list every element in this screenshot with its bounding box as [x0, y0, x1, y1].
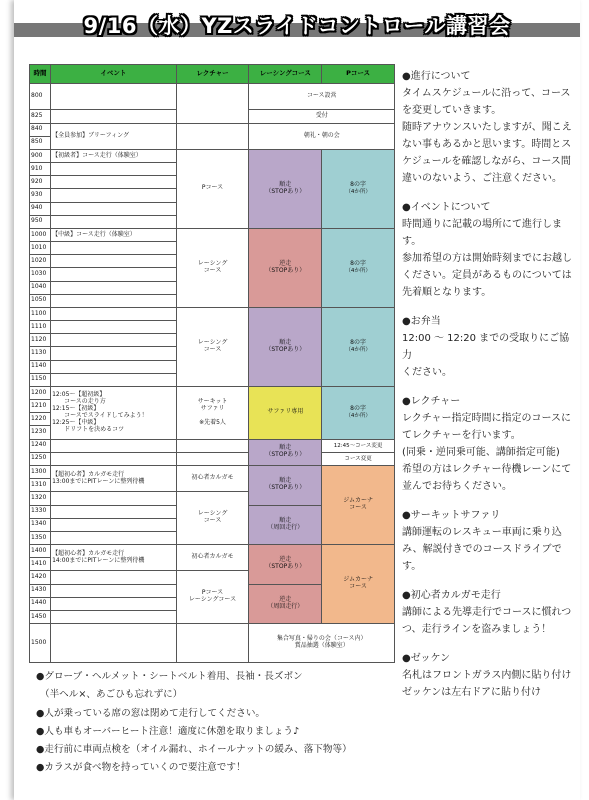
lunch-1225-topic: ドリフトを決めるコツ	[64, 425, 125, 433]
time-cell: 800	[30, 84, 51, 110]
time-cell: 1000	[30, 228, 51, 241]
time-cell: 1400	[30, 545, 51, 558]
stop-label: （STOPあり）	[265, 345, 306, 353]
event-cell	[51, 307, 177, 320]
racing-label: レーシング	[197, 510, 228, 518]
time-cell: 1230	[30, 426, 51, 439]
time-cell: 1500	[30, 624, 51, 663]
time-cell: 1210	[30, 400, 51, 413]
lecture-cell	[176, 439, 249, 452]
note-line: てレクチャーを行います。	[402, 430, 521, 441]
event-beginner-run: 【初級者】コース走行（体験室）	[51, 149, 177, 162]
figure8-label: 8の字	[350, 181, 366, 188]
p-figure8-block	[322, 307, 395, 386]
event-cell	[51, 624, 177, 663]
note-heading: ●初心者カルガモ走行	[402, 590, 501, 601]
forward-label: 順走	[279, 339, 292, 347]
time-cell: 1330	[30, 505, 51, 518]
event-briefing: 【全員参加】ブリーフィング	[51, 123, 177, 149]
event-karugamo-1300	[51, 466, 177, 492]
table-header-row	[30, 65, 395, 84]
event-cell	[51, 255, 177, 268]
lecture-karugamo: 初心者カルガモ	[176, 466, 249, 492]
event-cell	[51, 163, 177, 176]
note-line: み、解説付きでのコースドライブです。	[402, 544, 562, 572]
event-cell	[51, 360, 177, 373]
course-label: コース	[203, 517, 222, 525]
figure8-count: （4か所）	[345, 188, 371, 195]
note-line: 名札はフロントガラス内側に貼り付け	[402, 670, 572, 681]
time-cell: 920	[30, 176, 51, 189]
header-time: 時間	[30, 65, 51, 84]
time-cell: 930	[30, 189, 51, 202]
karugamo-title: 【超初心者】カルガモ走行	[52, 549, 125, 557]
time-cell: 840	[30, 123, 51, 136]
lecture-racing	[176, 307, 249, 386]
time-cell: 1100	[30, 307, 51, 320]
header-event: イベント	[51, 65, 177, 84]
safety-line: ●カラスが食べ物を持っていくので要注意です！	[36, 762, 246, 774]
racing-label: レーシング	[197, 260, 228, 268]
event-mid-run: 【中級】コース走行（体験室）	[51, 228, 177, 241]
header-racing: レーシングコース	[249, 65, 322, 84]
stop-label: （STOPあり）	[265, 451, 306, 459]
note-lunch	[402, 313, 577, 381]
lecture-cell	[176, 452, 249, 465]
note-progress	[402, 68, 577, 187]
karugamo-note: 14:00までにPITレーンに整列待機	[52, 556, 145, 564]
note-line: ゼッケンは左右ドアに貼り付け	[402, 687, 541, 698]
time-cell: 1120	[30, 334, 51, 347]
note-line: 講師運転のレスキュー車両に乗り込	[402, 527, 562, 538]
note-line: 時間通りに記載の場所にて進行しま	[402, 219, 562, 230]
karugamo-note: 13:00までにPITレーンに整列待機	[52, 477, 145, 485]
time-cell: 900	[30, 149, 51, 162]
time-cell: 1450	[30, 610, 51, 623]
note-zekken	[402, 650, 577, 701]
p-course-change: コース変更	[322, 452, 395, 465]
racing-course-label: レーシングコース	[188, 596, 237, 604]
p-figure8-block	[322, 149, 395, 228]
event-cell	[51, 215, 177, 228]
figure8-count: （4か所）	[345, 412, 371, 419]
safety-line: ●グローブ・ヘルメット・シートベルト着用、長袖・長ズボン	[36, 671, 303, 682]
event-cell	[51, 571, 177, 584]
karugamo-title: 【超初心者】カルガモ走行	[52, 470, 125, 478]
course-label: コース	[203, 345, 222, 353]
safety-line: （半ヘル×、あごひも忘れずに）	[40, 689, 183, 701]
event-cell	[51, 518, 177, 531]
closing-photo: 集合写真・帰りの会（コース内）	[276, 635, 367, 643]
safety-line: ●人が乗っている席の窓は閉めて走行してください。	[36, 707, 266, 719]
event-karugamo-1400	[51, 545, 177, 571]
event-cell	[51, 373, 177, 386]
time-cell: 1220	[30, 413, 51, 426]
figure8-count: （4か所）	[345, 346, 371, 353]
note-line: 12:00 ～ 12:20 までの受取りにご協力	[402, 333, 570, 361]
figure8-label: 8の字	[350, 339, 366, 347]
racing-forward-block	[249, 439, 322, 465]
event-cell	[51, 531, 177, 544]
note-line: 参加希望の方は開始時刻までにお越し	[402, 253, 572, 264]
time-cell: 1420	[30, 571, 51, 584]
time-cell: 1300	[30, 466, 51, 479]
note-line: 違いのないよう、ご注意ください。	[402, 173, 562, 184]
note-line: す。	[402, 236, 422, 247]
gymkhana-course: コース	[349, 504, 367, 512]
time-cell: 1110	[30, 321, 51, 334]
event-cell	[51, 294, 177, 307]
figure8-label: 8の字	[350, 404, 366, 412]
stop-label: （STOPあり）	[265, 187, 306, 195]
forward-label: 順走	[279, 444, 292, 452]
p-course-label: Pコース	[201, 589, 224, 597]
figure8-count: （4か所）	[345, 267, 371, 274]
event-cell	[51, 176, 177, 189]
note-line: ない事もあるかと思います。時間とス	[402, 139, 572, 150]
event-cell	[51, 439, 177, 452]
time-cell: 1240	[30, 439, 51, 452]
event-cell	[51, 281, 177, 294]
note-line: レクチャー指定時間に指定のコースに	[402, 413, 571, 424]
header-p-course: Pコース	[322, 65, 395, 84]
time-cell: 1020	[30, 255, 51, 268]
note-line: ください。定員があるものについては	[402, 270, 572, 281]
first-come-note: ※先着5人	[199, 418, 226, 426]
course-setup: コース設営	[249, 84, 395, 110]
lunch-1215-topic: コースでスライドしてみよう！	[64, 411, 148, 419]
p-course-change-1245: 12:45～コース変更	[322, 439, 395, 452]
note-line: ください。	[402, 367, 452, 378]
gymkhana-label: ジムカーナ	[343, 497, 373, 505]
safety-line: ●走行前に車両点検を（オイル漏れ、ホイールナットの緩み、落下物等）	[36, 744, 352, 756]
racing-label: レーシング	[197, 339, 228, 347]
event-cell	[51, 452, 177, 465]
note-lecture	[402, 393, 577, 495]
reception: 受付	[249, 110, 395, 123]
gymkhana-course: コース	[349, 583, 367, 591]
reverse-label: 逆走	[279, 260, 292, 268]
time-cell: 1320	[30, 492, 51, 505]
note-heading: ●ゼッケン	[402, 653, 451, 664]
laps-label: （周回走行）	[267, 523, 304, 531]
page-title: 9/16（水）YZスライドコントロール講習会	[83, 14, 511, 38]
lecture-circuit-safari	[176, 386, 249, 439]
event-cell	[51, 584, 177, 597]
prize-drawing: 賞品抽選（体験室）	[294, 642, 349, 650]
safety-notes	[36, 668, 396, 778]
note-line: 希望の方はレクチャー待機レーンにて	[402, 464, 572, 475]
p-figure8-block	[322, 386, 395, 439]
note-line: ケジュールを確認しながら、コース間	[402, 156, 571, 167]
note-line: 講師による先導走行でコースに慣れつ	[402, 607, 572, 618]
time-cell: 1040	[30, 281, 51, 294]
racing-laps-block	[249, 505, 322, 545]
note-events	[402, 199, 577, 301]
note-heading: ●イベントについて	[402, 202, 491, 213]
time-cell: 1430	[30, 584, 51, 597]
lunch-1205-topic: コースの走り方	[64, 398, 106, 406]
note-line: を変更していきます。	[402, 105, 502, 116]
time-cell: 1310	[30, 479, 51, 492]
forward-label: 順走	[279, 477, 292, 485]
time-cell: 1250	[30, 452, 51, 465]
event-cell	[51, 347, 177, 360]
lecture-p-course: Pコース	[176, 149, 249, 228]
note-line: (同乗・逆同乗可能、講師指定可能)	[402, 447, 560, 458]
time-cell: 1410	[30, 558, 51, 571]
racing-reverse-block	[249, 545, 322, 585]
note-heading: ●進行について	[402, 71, 471, 82]
event-cell	[51, 597, 177, 610]
lecture-racing	[176, 492, 249, 545]
reverse-label: 逆走	[279, 556, 292, 564]
safari-label: サファリ	[200, 404, 225, 412]
time-cell: 1130	[30, 347, 51, 360]
note-heading: ●レクチャー	[402, 396, 461, 407]
reverse-label: 逆走	[279, 595, 292, 603]
morning-assembly: 朝礼・朝の会	[249, 123, 395, 149]
event-lunch-lectures	[51, 386, 177, 439]
lecture-karugamo: 初心者カルガモ	[176, 545, 249, 571]
time-cell: 850	[30, 136, 51, 149]
event-cell	[51, 268, 177, 281]
time-cell: 1050	[30, 294, 51, 307]
figure8-label: 8の字	[350, 260, 366, 268]
stop-label: （STOPあり）	[265, 563, 306, 571]
event-cell	[51, 492, 177, 505]
event-cell	[51, 334, 177, 347]
stop-label: （STOPあり）	[265, 484, 306, 492]
time-cell: 1340	[30, 518, 51, 531]
closing-block	[249, 624, 395, 663]
event-cell	[51, 610, 177, 623]
racing-forward-block	[249, 466, 322, 506]
event-cell	[51, 505, 177, 518]
p-gymkhana-block	[322, 466, 395, 545]
event-cell	[51, 189, 177, 202]
racing-forward-block	[249, 307, 322, 386]
lunch-1205: 12:05～【超初級】	[52, 391, 106, 399]
laps-label: （周回走行）	[267, 602, 304, 610]
time-cell: 1200	[30, 386, 51, 399]
racing-forward-block	[249, 149, 322, 228]
racing-reverse-laps-block	[249, 584, 322, 624]
racing-reverse-block	[249, 228, 322, 307]
note-line: 随時アナウンスいたしますが、聞こえ	[402, 122, 572, 133]
lunch-1225: 12:25～【中級】	[52, 418, 100, 426]
stop-label: （STOPあり）	[265, 266, 306, 274]
time-cell: 1150	[30, 373, 51, 386]
course-label: コース	[203, 266, 222, 274]
time-cell: 825	[30, 110, 51, 123]
event-cell	[51, 242, 177, 255]
schedule-table	[29, 64, 395, 663]
event-cell	[51, 110, 177, 123]
lecture-cell	[176, 84, 249, 124]
lecture-cell	[176, 123, 249, 149]
safari-only-block: サファリ専用	[249, 386, 322, 439]
event-cell	[51, 202, 177, 215]
lecture-racing	[176, 228, 249, 307]
time-cell: 1140	[30, 360, 51, 373]
lecture-p-racing	[176, 571, 249, 624]
note-line: 先着順となります。	[402, 287, 492, 298]
safety-line: ●人も車もオーバーヒート注意！適度に休憩を取りましょう♪	[36, 725, 300, 737]
forward-label: 順走	[279, 181, 292, 188]
time-cell: 1010	[30, 242, 51, 255]
header-lecture: レクチャー	[176, 65, 249, 84]
p-figure8-block	[322, 228, 395, 307]
forward-label: 順走	[279, 516, 292, 524]
note-heading: ●お弁当	[402, 316, 441, 327]
note-karugamo	[402, 587, 577, 638]
event-cell	[51, 84, 177, 110]
time-cell: 950	[30, 215, 51, 228]
note-line: つ、走行ラインを盗みましょう！	[402, 624, 552, 635]
p-gymkhana-block	[322, 545, 395, 624]
time-cell: 1030	[30, 268, 51, 281]
page	[14, 0, 580, 800]
lecture-cell	[176, 624, 249, 663]
time-cell: 910	[30, 163, 51, 176]
circuit-label: サーキット	[197, 398, 228, 406]
note-heading: ●サーキットサファリ	[402, 510, 501, 521]
lunch-1215: 12:15～【初級】	[52, 404, 100, 412]
notes-section	[402, 68, 577, 701]
note-circuit-safari	[402, 507, 577, 575]
time-cell: 940	[30, 202, 51, 215]
note-line: タイムスケジュールに沿って、コース	[402, 88, 571, 99]
time-cell: 1440	[30, 597, 51, 610]
gymkhana-label: ジムカーナ	[343, 576, 373, 584]
event-cell	[51, 321, 177, 334]
time-cell: 1350	[30, 531, 51, 544]
note-line: 並んでお待ちください。	[402, 481, 512, 492]
title-bar	[14, 6, 580, 46]
